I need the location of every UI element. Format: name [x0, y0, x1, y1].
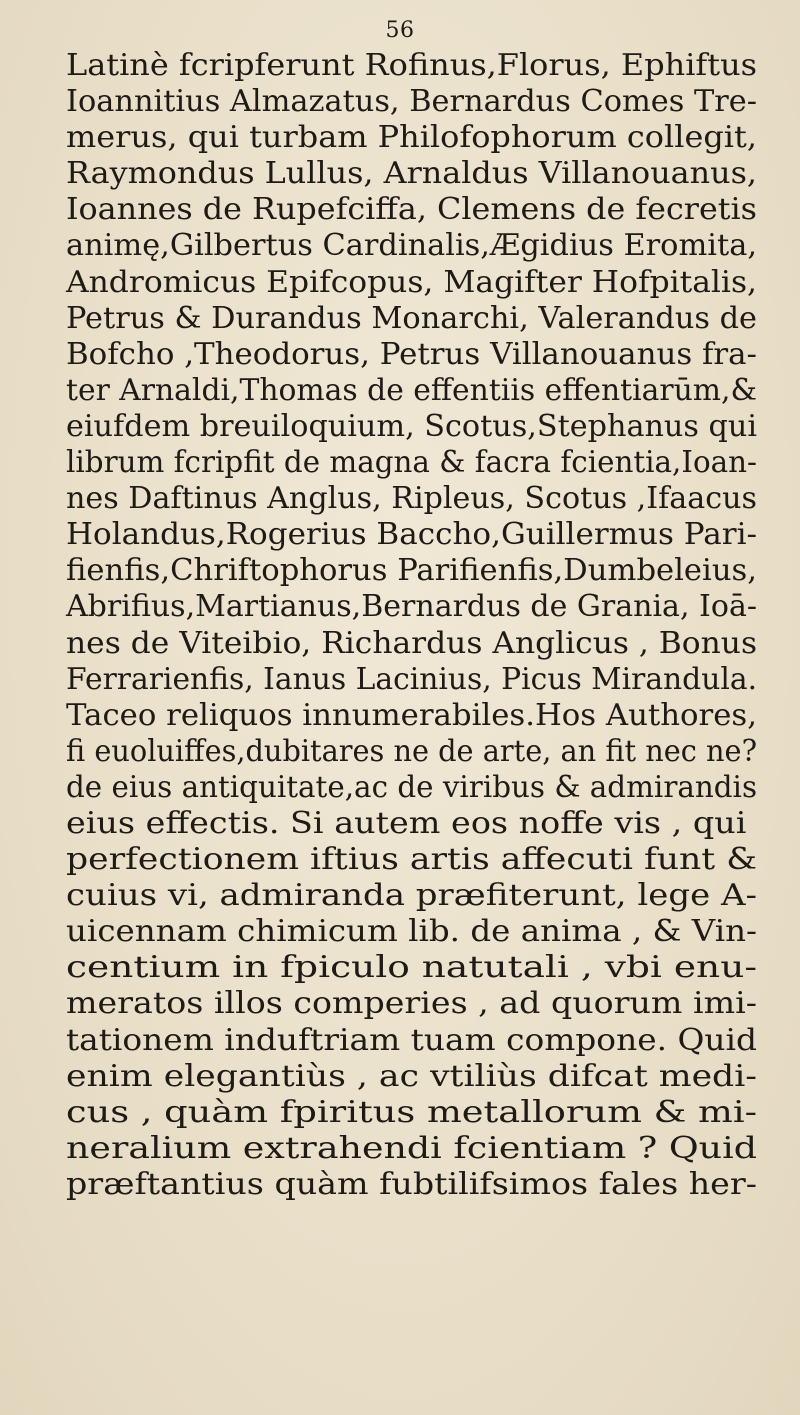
text-line: fi euoluiffes,dubitares ne de arte, an fit nec ne? [66, 733, 758, 769]
text-line: de eius antiquitate,ac de viribus & admirandis [66, 769, 758, 805]
text-line: nes de Viteibio, Richardus Anglicus , Bonus [66, 625, 758, 661]
page-number: 56 [385, 18, 415, 43]
text-line: Ioannes de Rupefciffa, Clemens de fecretis [66, 192, 757, 228]
text-line: præftantius quàm fubtilifsimos fales her- [66, 1166, 757, 1202]
text-line: cus , quàm fpiritus metallorum & mi- [66, 1094, 758, 1130]
body-text [0, 48, 800, 1203]
text-line: centium in fpiculo natutali , vbi enu- [66, 950, 758, 986]
text-line: Ferrarienfis, Ianus Lacinius, Picus Mirandula. [66, 661, 758, 697]
text-line: perfectionem iftius artis affecuti funt & [66, 842, 757, 878]
text-line: meratos illos comperies , ad quorum imi- [66, 986, 757, 1022]
text-line: enim elegantiùs , ac vtiliùs difcat medi- [66, 1058, 757, 1094]
text-line: eiufdem breuiloquium, Scotus,Stephanus qui [66, 408, 758, 444]
text-line: Ioannitius Almazatus, Bernardus Comes Tre- [66, 84, 758, 120]
text-line: Petrus & Durandus Monarchi, Valerandus de [66, 300, 758, 336]
text-line: Andromicus Epifcopus, Magifter Hofpitalis, [66, 264, 757, 300]
text-line: animę,Gilbertus Cardinalis,Ægidius Eromita, [66, 228, 757, 264]
text-line: neralium extrahendi fcientiam ? Quid [66, 1130, 758, 1166]
text-line: nes Daftinus Anglus, Ripleus, Scotus ,Ifaacus [66, 481, 757, 517]
text-line: Bofcho ,Theodorus, Petrus Villanouanus fra- [66, 336, 757, 372]
text-line: librum fcripfit de magna & facra fcientia,Ioan- [66, 445, 757, 481]
text-line: cuius vi, admiranda præfiterunt, lege A- [66, 878, 758, 914]
text-line: merus, qui turbam Philofophorum collegit, [66, 120, 758, 156]
text-line: Raymondus Lullus, Arnaldus Villanouanus, [66, 156, 758, 192]
text-line: Taceo reliquos innumerabiles.Hos Authores, [66, 697, 757, 733]
text-line: uicennam chimicum lib. de anima , & Vin- [66, 914, 758, 950]
text-line: Holandus,Rogerius Baccho,Guillermus Pari- [66, 517, 757, 553]
text-line: Latinè fcripferunt Rofinus,Florus, Ephiftus [66, 48, 758, 83]
text-line: fienfis,Chriftophorus Parifienfis,Dumbeleius, [66, 553, 757, 589]
text-line: Abrifius,Martianus,Bernardus de Grania, Ioā- [66, 589, 757, 625]
text-line: ter Arnaldi,Thomas de effentiis effentiarūm,& [66, 372, 757, 408]
text-line: tationem induftriam tuam compone. Quid [66, 1022, 758, 1058]
text-line: eius effectis. Si autem eos noffe vis , qui [66, 805, 747, 841]
